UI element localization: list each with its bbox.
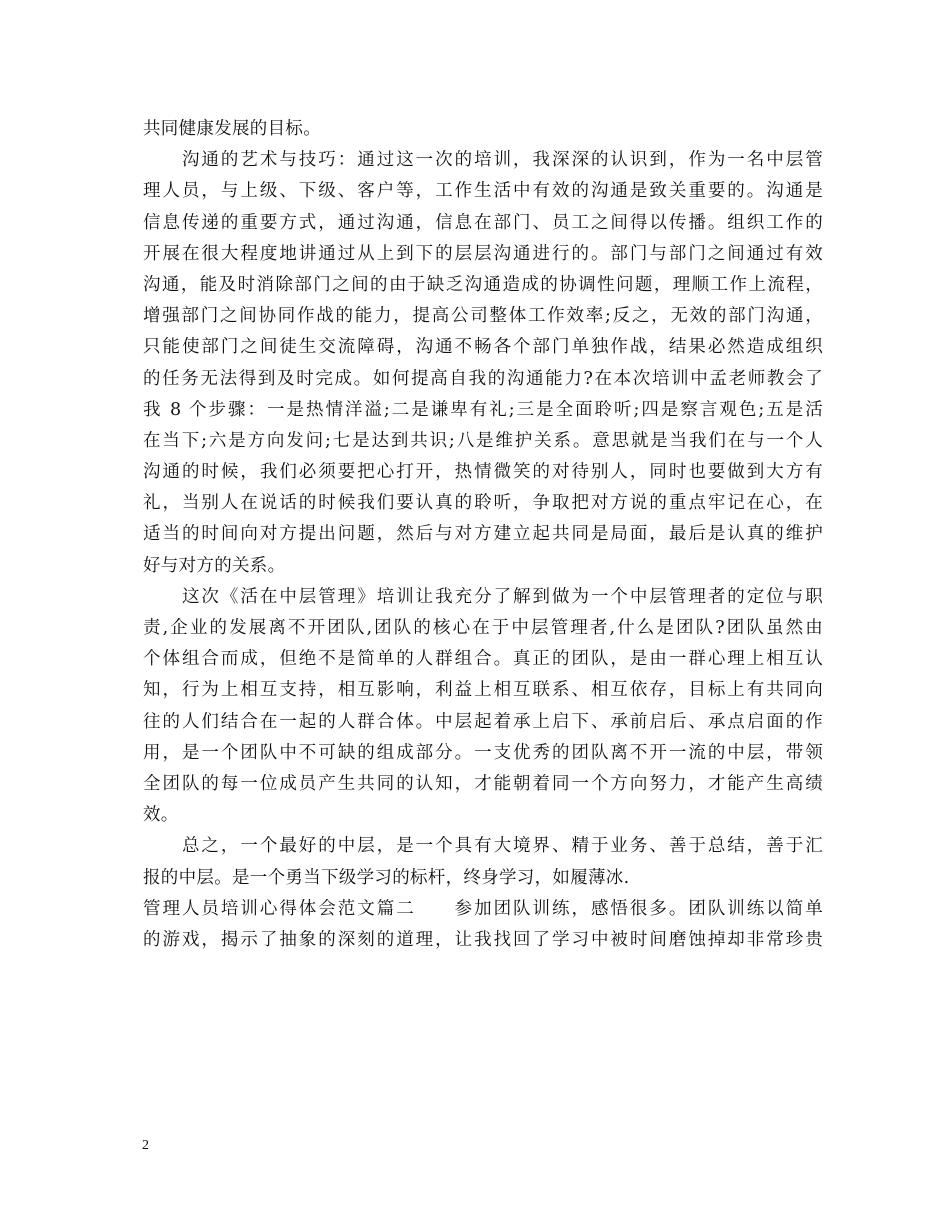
text-line: 适当的时间向对方提出问题，然后与对方建立起共同是局面，最后是认真的维护 [143, 524, 823, 545]
text-line: 信息传递的重要方式，通过沟通，信息在部门、员工之间得以传播。组织工作的 [143, 212, 823, 233]
text-line: 沟通的时候，我们必须要把心打开，热情微笑的对待别人，同时也要做到大方有 [143, 462, 823, 483]
text-line: 共同健康发展的目标。 [143, 119, 321, 139]
text-line: 我 8 个步骤：一是热情洋溢;二是谦卑有礼;三是全面聆听;四是察言观色;五是活 [143, 399, 823, 420]
text-line: 总之，一个最好的中层，是一个具有大境界、精于业务、善于总结，善于汇 [143, 836, 823, 857]
text-line: 增强部门之间协同作战的能力，提高公司整体工作效率;反之，无效的部门沟通， [143, 306, 823, 327]
text-line: 责,企业的发展离不开团队,团队的核心在于中层管理者,什么是团队?团队虽然由 [143, 618, 823, 638]
text-line: 的任务无法得到及时完成。如何提高自我的沟通能力?在本次培训中孟老师教会了 [143, 368, 823, 389]
text-line: 只能使部门之间徒生交流障碍，沟通不畅各个部门单独作战，结果必然造成组织 [143, 337, 823, 358]
text-line: 往的人们结合在一起的人群合体。中层起着承上启下、承前启后、承点启面的作 [143, 711, 823, 732]
text-line: 个体组合而成，但绝不是简单的人群组合。真正的团队，是由一群心理上相互认 [143, 649, 823, 670]
text-line: 开展在很大程度地讲通过从上到下的层层沟通进行的。部门与部门之间通过有效 [143, 243, 823, 264]
document-body [143, 114, 823, 956]
text-line: 沟通，能及时消除部门之间的由于缺乏沟通造成的协调性问题，理顺工作上流程， [143, 274, 823, 295]
text-line: 知，行为上相互支持，相互影响，利益上相互联系、相互依存，目标上有共同向 [143, 680, 823, 701]
text-line: 理人员，与上级、下级、客户等，工作生活中有效的沟通是致关重要的。沟通是 [143, 181, 823, 202]
text-line: 在当下;六是方向发问;七是达到共识;八是维护关系。意思就是当我们在与一个人 [143, 430, 823, 451]
text-line: 好与对方的关系。 [143, 555, 286, 576]
text-line: 效。 [143, 805, 179, 826]
text-line: 管理人员培训心得体会范文篇二 参加团队训练，感悟很多。团队训练以简单 [143, 898, 823, 919]
text-line: 全团队的每一位成员产生共同的认知，才能朝着同一个方向努力，才能产生高绩 [143, 773, 823, 794]
text-line: 的游戏，揭示了抽象的深刻的道理，让我找回了学习中被时间磨蚀掉却非常珍贵 [143, 929, 823, 950]
text-line: 报的中层。是一个勇当下级学习的标杆，终身学习，如履薄冰. [143, 867, 630, 888]
text-line: 用，是一个团队中不可缺的组成部分。一支优秀的团队离不开一流的中层，带领 [143, 742, 823, 763]
page-number: 2 [142, 1138, 149, 1153]
text-line: 礼，当别人在说话的时候我们要认真的聆听，争取把对方说的重点牢记在心，在 [143, 493, 823, 514]
text-line: 沟通的艺术与技巧：通过这一次的培训，我深深的认识到，作为一名中层管 [143, 150, 823, 171]
text-line: 这次《活在中层管理》培训让我充分了解到做为一个中层管理者的定位与职 [143, 586, 823, 607]
